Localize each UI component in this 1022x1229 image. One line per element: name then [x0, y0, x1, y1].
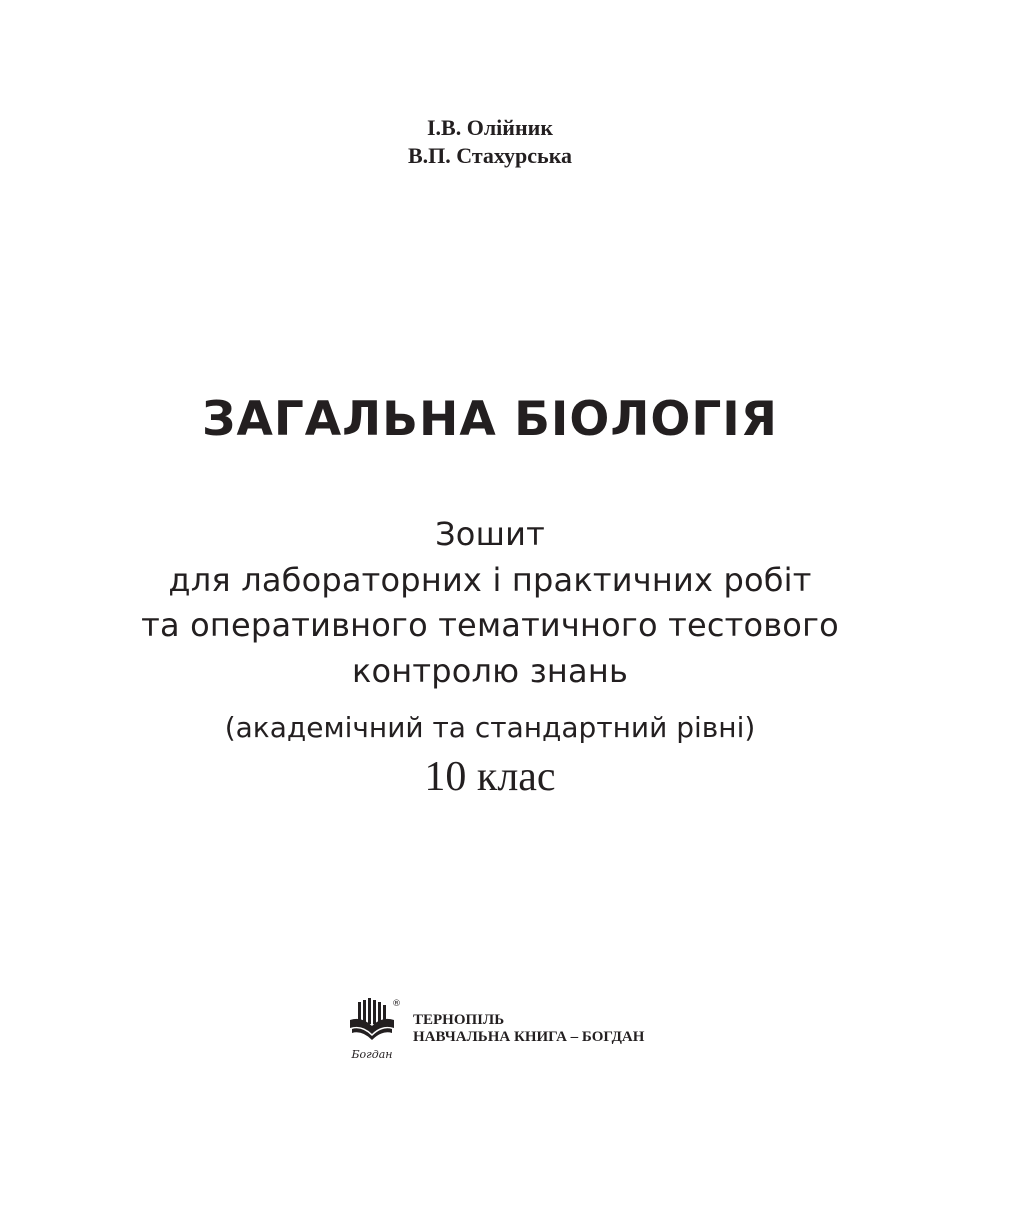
subtitle-line: Зошит: [435, 515, 545, 553]
publisher-name: НАВЧАЛЬНА КНИГА – БОГДАН: [413, 1029, 645, 1045]
logo-script: Богдан: [351, 1048, 393, 1061]
publisher-block: [346, 996, 676, 1062]
author-name: І.В. Олійник: [426, 115, 553, 140]
level-note: (академічний та стандартний рівні): [224, 711, 756, 744]
authors-block: [0, 114, 980, 170]
grade-label: 10 клас: [424, 754, 556, 800]
book-tree-logo-icon: [346, 996, 400, 1062]
publisher-city: ТЕРНОПІЛЬ: [413, 1012, 505, 1028]
subtitle-line: для лабораторних і практичних робіт: [168, 560, 812, 599]
publisher-text: [413, 1012, 644, 1046]
subtitle-line: контролю знань: [351, 651, 629, 690]
registered-mark: ®: [392, 999, 401, 1009]
book-title: ЗАГАЛЬНА БІОЛОГІЯ: [202, 392, 778, 447]
subtitle-line: та оперативного тематичного тестового: [141, 606, 839, 644]
book-subtitle: [0, 512, 980, 694]
author-name: В.П. Стахурська: [407, 143, 573, 168]
